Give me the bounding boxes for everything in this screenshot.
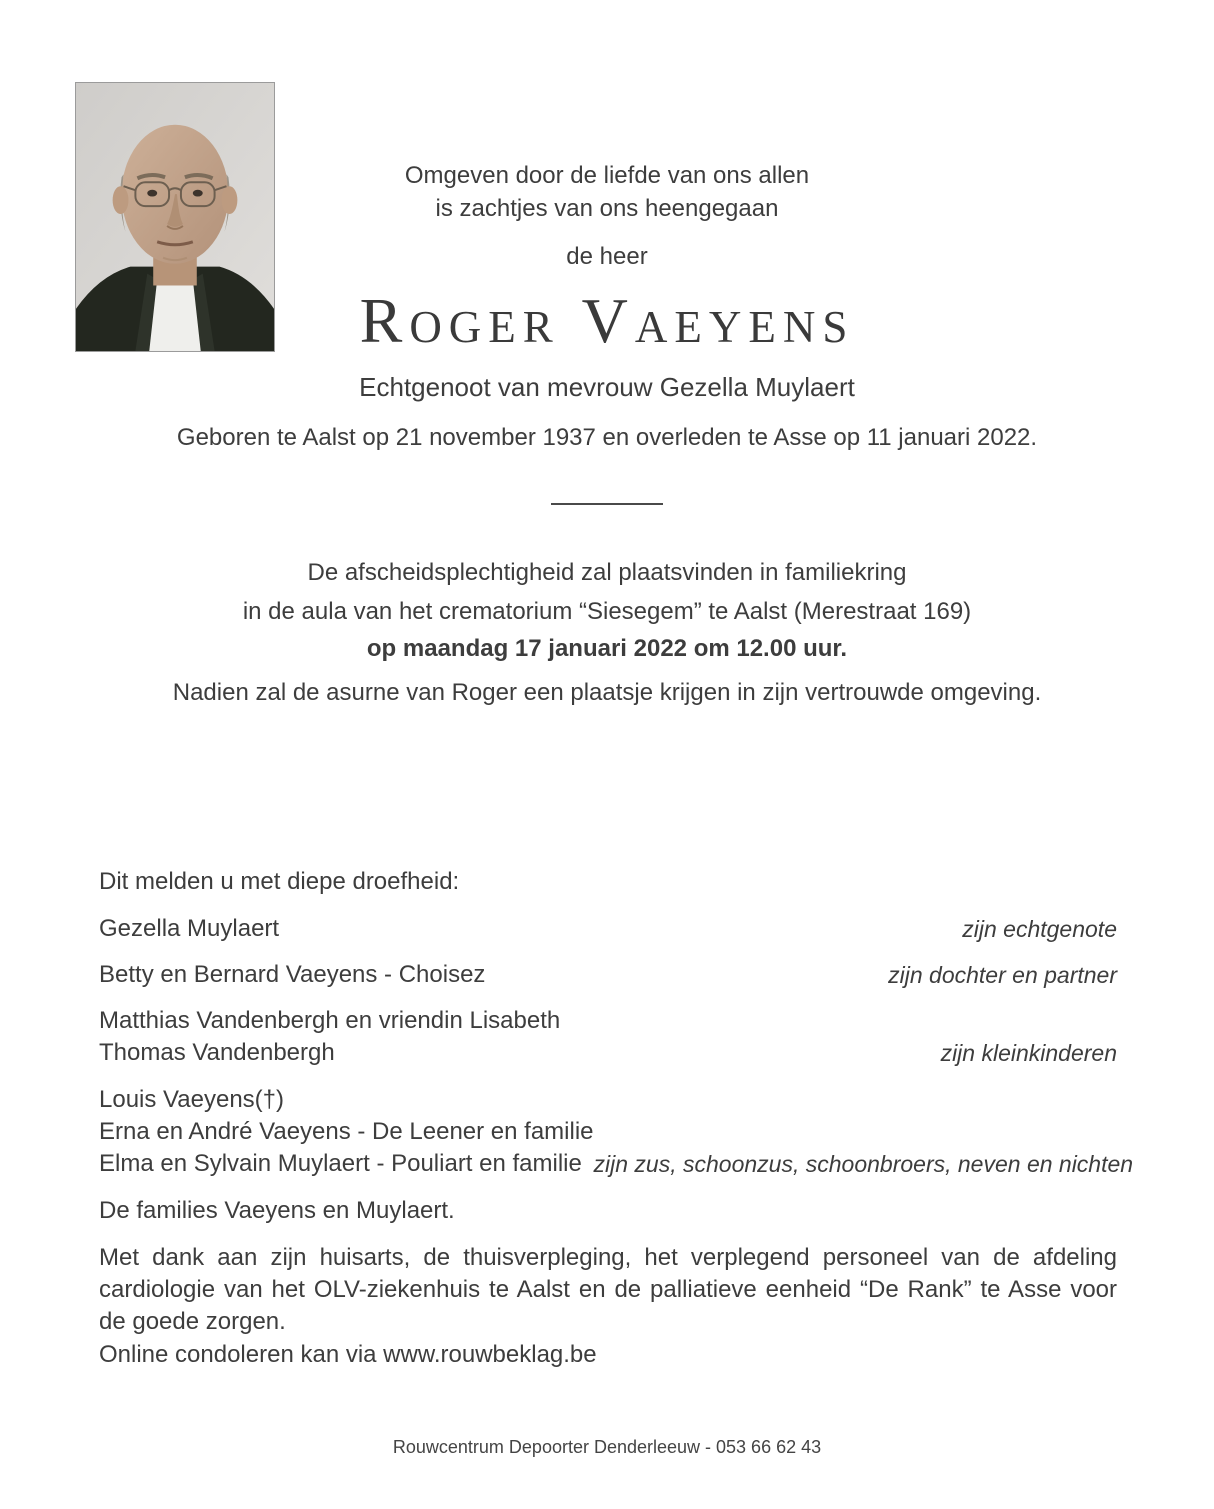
family-name: Thomas Vandenbergh — [99, 1039, 335, 1066]
family-name: Elma en Sylvain Muylaert - Pouliart en familie — [99, 1150, 582, 1177]
family-relation: zijn zus, schoonzus, schoonbroers, neven en nichten — [593, 1151, 1134, 1177]
family-intro: Dit melden u met diepe droefheid: — [99, 868, 460, 895]
ceremony-date-time: op maandag 17 januari 2022 om 12.00 uur. — [366, 635, 848, 662]
ceremony-line-4: Nadien zal de asurne van Roger een plaatsje krijgen in zijn vertrouwde omgeving. — [172, 679, 1042, 706]
family-relation: zijn dochter en partner — [888, 962, 1117, 988]
spouse-line: Echtgenoot van mevrouw Gezella Muylaert — [359, 372, 855, 402]
birth-death-line: Geboren te Aalst op 21 november 1937 en overleden te Asse op 11 januari 2022. — [176, 424, 1038, 451]
family-name: Betty en Bernard Vaeyens - Choisez — [99, 961, 486, 988]
online-condolence-line: Online condoleren kan via www.rouwbeklag.be — [99, 1341, 597, 1368]
family-entry-spouse — [99, 913, 1117, 945]
family-name: Louis Vaeyens(†) — [99, 1086, 284, 1113]
deceased-name: Roger Vaeyens — [359, 285, 855, 356]
family-name: Matthias Vandenbergh en vriendin Lisabeth — [99, 1007, 561, 1034]
ceremony-line-2: in de aula van het crematorium “Siesegem” te Aalst (Merestraat 169) — [242, 598, 972, 625]
intro-line-1: Omgeven door de liefde van ons allen — [404, 162, 810, 189]
family-relation: zijn echtgenote — [962, 916, 1117, 942]
family-name: Gezella Muylaert — [99, 915, 280, 942]
intro-line-2: is zachtjes van ons heengegaan — [435, 195, 779, 222]
section-divider — [551, 503, 663, 505]
family-entry-siblings — [99, 1084, 1134, 1180]
family-name: Erna en André Vaeyens - De Leener en familie — [99, 1118, 594, 1145]
funeral-home-footer: Rouwcentrum Depoorter Denderleeuw - 053 66 62 43 — [392, 1437, 822, 1457]
family-entry-grandchildren — [99, 1005, 1117, 1069]
salutation: de heer — [566, 243, 648, 270]
family-closing: De families Vaeyens en Muylaert. — [99, 1197, 455, 1224]
family-entry-daughter — [99, 959, 1117, 991]
family-relation: zijn kleinkinderen — [940, 1040, 1117, 1066]
thanks-paragraph: Met dank aan zijn huisarts, de thuisverpleging, het verplegend personeel van de afdeling cardiologie van het OLV-ziekenhuis te Aalst en de palliatieve eenheid “De Rank” te Asse voor de goede zorgen. — [99, 1244, 1117, 1335]
ceremony-line-1: De afscheidsplechtigheid zal plaatsvinden in familiekring — [307, 559, 907, 586]
